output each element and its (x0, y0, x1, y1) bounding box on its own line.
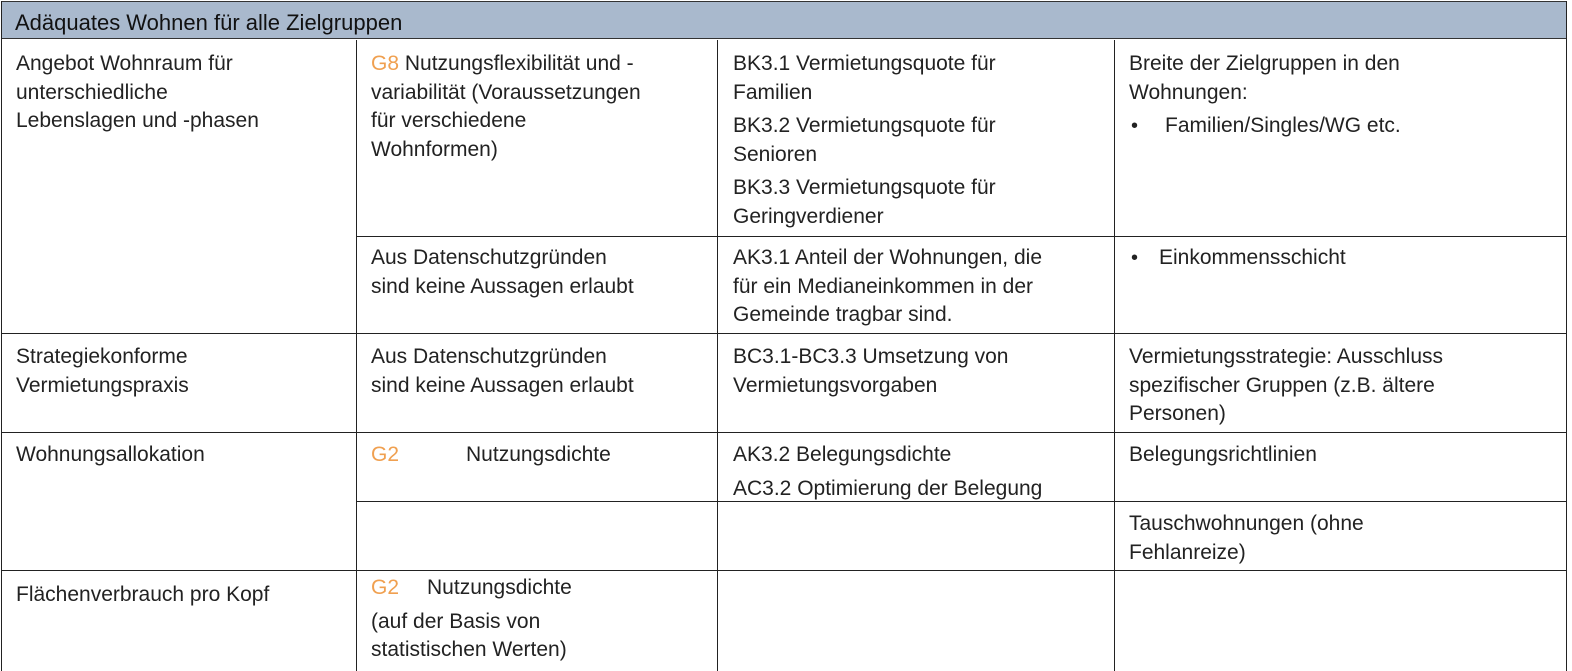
text-line: Familien (733, 80, 813, 104)
row4-topic (16, 441, 205, 470)
row3-notes (1129, 343, 1443, 429)
bullet-text: Einkommensschicht (1159, 246, 1346, 269)
row2-kpi (733, 244, 1042, 330)
row1-topic (16, 50, 259, 136)
text-line: für ein Medianeinkommen in der (733, 274, 1033, 298)
text-line: Belegungsrichtlinien (1129, 443, 1317, 466)
text-line: AC3.2 Optimierung der Belegung (733, 476, 1043, 500)
text-line: sind keine Aussagen erlaubt (371, 373, 634, 397)
text-line: Wohnungsallokation (16, 443, 205, 466)
row4-indicator (371, 441, 611, 470)
text-line: Tauschwohnungen (ohne (1129, 512, 1364, 535)
bullet-icon: • (1131, 115, 1139, 137)
text-line: BK3.3 Vermietungsquote für (733, 176, 996, 199)
row3-indicator (371, 343, 634, 400)
text-line: Angebot Wohnraum für (16, 52, 233, 75)
text-line: Personen) (1129, 402, 1226, 425)
grid-line (1, 432, 1567, 433)
text-line: Nutzungsdichte (466, 443, 611, 466)
text-line: AK3.2 Belegungsdichte (733, 443, 952, 466)
kpi-block (733, 174, 996, 231)
kpi-block (733, 112, 996, 169)
text-line: Aus Datenschutzgründen (371, 246, 607, 269)
row3-kpi (733, 343, 1008, 400)
text-line: Wohnungen: (1129, 80, 1248, 104)
text-line: unterschiedliche (16, 80, 168, 104)
bullet-item (1129, 244, 1346, 273)
grid-line (356, 236, 1567, 237)
bullet-item (1129, 112, 1401, 141)
code-label: G8 (371, 52, 400, 75)
row4-kpis (733, 441, 1042, 503)
code-label: G2 (371, 576, 400, 599)
text-line: Senioren (733, 142, 818, 166)
text-line: BC3.1-BC3.3 Umsetzung von (733, 345, 1009, 368)
row3-topic (16, 343, 189, 400)
row1-notes (1129, 50, 1401, 141)
row2-indicator (371, 244, 634, 301)
text-line: Aus Datenschutzgründen (371, 345, 607, 368)
text-line: sind keine Aussagen erlaubt (371, 274, 634, 298)
bullet-text: Familien/Singles/WG etc. (1165, 114, 1401, 137)
row6-topic (16, 581, 269, 610)
grid-line (1, 570, 1567, 571)
text-line: Flächenverbrauch pro Kopf (16, 583, 270, 606)
table-title: Adäquates Wohnen für alle Zielgruppen (15, 10, 403, 35)
row6-indicator (371, 574, 572, 665)
text-line: AK3.1 Anteil der Wohnungen, die (733, 246, 1043, 269)
text-line: Vermietungspraxis (16, 373, 189, 397)
text-line: Breite der Zielgruppen in den (1129, 52, 1400, 75)
row1-kpis (733, 50, 996, 231)
grid-line (1, 333, 1567, 334)
text-line: für verschiedene (371, 109, 527, 132)
row1-indicator (371, 50, 641, 164)
text-line: Nutzungsdichte (427, 576, 572, 599)
row5-notes (1129, 510, 1364, 567)
kpi-block (733, 50, 996, 107)
row4-notes (1129, 441, 1317, 470)
text-line: Fehlanreize) (1129, 540, 1246, 564)
text-line: Lebenslagen und -phasen (16, 109, 259, 132)
text-line: statistischen Werten) (371, 638, 567, 661)
text-line: Vermietungsvorgaben (733, 373, 938, 397)
code-label: G2 (371, 443, 400, 466)
text-line: Nutzungsflexibilität und - (399, 52, 634, 75)
text-line: spezifischer Gruppen (z.B. ältere (1129, 373, 1435, 397)
grid-line (717, 40, 718, 671)
text-line: BK3.2 Vermietungsquote für (733, 114, 996, 137)
text-line: Vermietungsstrategie: Ausschluss (1129, 345, 1443, 368)
table-header (1, 1, 1567, 39)
grid-line (1114, 40, 1115, 671)
text-line: (auf der Basis von (371, 609, 541, 633)
text-line: variabilität (Voraussetzungen (371, 80, 641, 104)
grid-line (356, 40, 357, 671)
bullet-icon: • (1131, 247, 1139, 269)
row2-notes (1129, 244, 1346, 273)
text-line: BK3.1 Vermietungsquote für (733, 52, 996, 75)
text-line: Wohnformen) (371, 137, 498, 161)
text-line: Geringverdiener (733, 204, 884, 228)
text-line: Strategiekonforme (16, 345, 188, 368)
text-line: Gemeinde tragbar sind. (733, 303, 953, 326)
